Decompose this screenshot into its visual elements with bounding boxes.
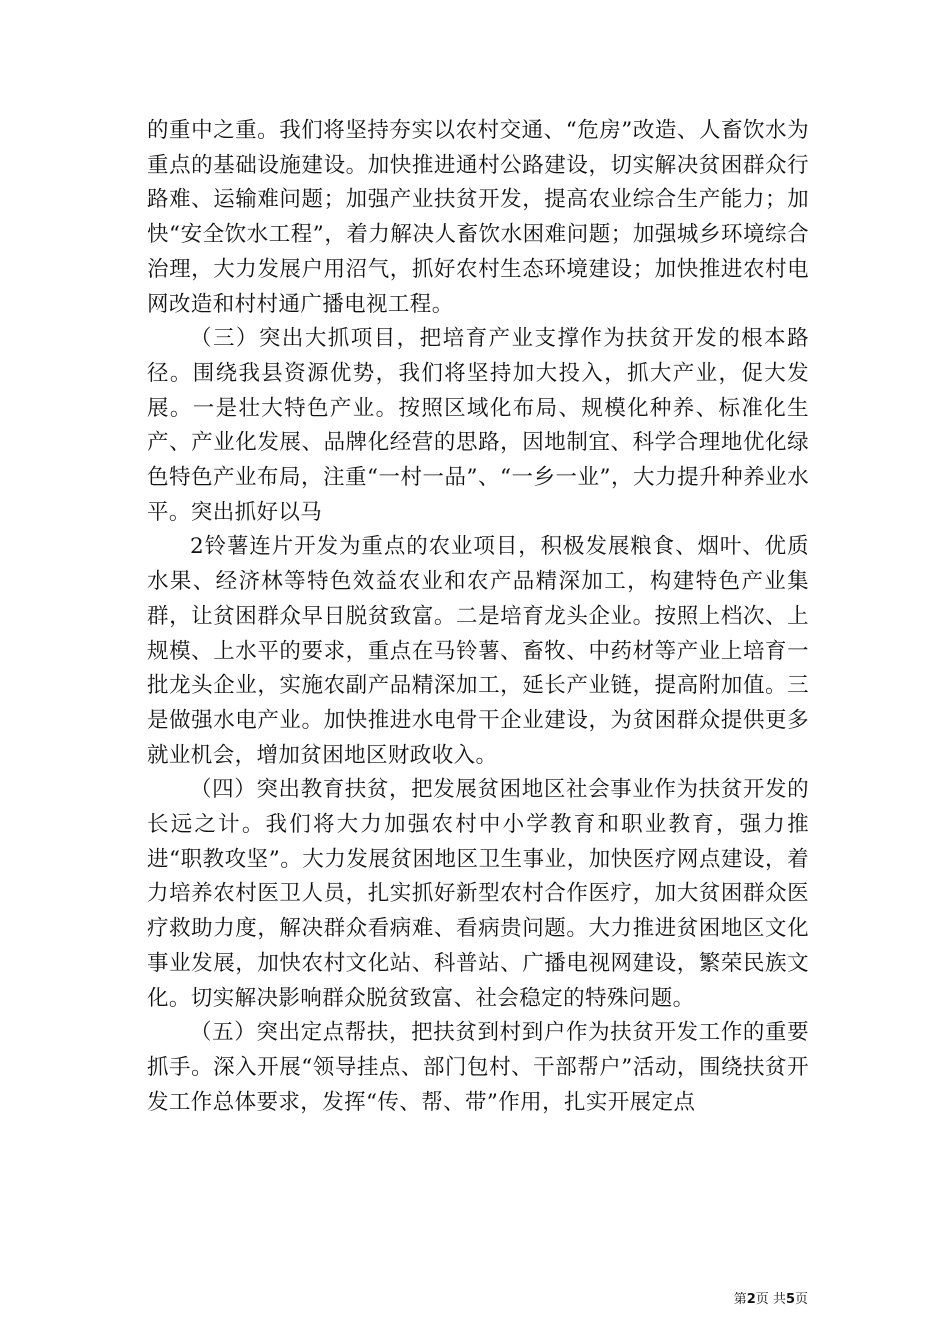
paragraph-section-three-continued: 2铃薯连片开发为重点的农业项目，积极发展粮食、烟叶、优质水果、经济林等特色效益农业和农产品精深加工，构建特色产业集群，让贫困群众早日脱贫致富。二是培育龙头企业。按照上档次、上规模、上水平的要求，重点在马铃薯、畜牧、中药材等产业上培育一批龙头企业，实施农副产品精深加工，延长产业链，提高附加值。三是做强水电产业。加快推进水电骨干企业建设，为贫困群众提供更多就业机会，增加贫困地区财政收入。 — [147, 534, 809, 768]
paragraph-continuation: 的重中之重。我们将坚持夯实以农村交通、“危房”改造、人畜饮水为重点的基础设施建设。加快推进通村公路建设，切实解决贫困群众行路难、运输难问题；加强产业扶贫开发，提高农业综合生产能力；加快“安全饮水工程”，着力解决人畜饮水困难问题；加强城乡环境综合治理，大力发展户用沼气，抓好农村生态环境建设；加快推进农村电网改造和村村通广播电视工程。 — [147, 118, 809, 317]
footer-current-page: 2 — [746, 1292, 756, 1307]
footer-suffix: 页 — [794, 1292, 808, 1307]
paragraph-section-four: （四）突出教育扶贫，把发展贫困地区社会事业作为扶贫开发的长远之计。我们将大力加强农村中小学教育和职业教育，强力推进“职教攻坚”。大力发展贫困地区卫生事业，加快医疗网点建设，着力培养农村医卫人员，扎实抓好新型农村合作医疗，加大贫困群众医疗救助力度，解决群众看病难、看病贵问题。大力推进贫困地区文化事业发展，加快农村文化站、科普站、广播电视网建设，繁荣民族文化。切实解决影响群众脱贫致富、社会稳定的特殊问题。 — [147, 777, 809, 1011]
paragraph-section-three: （三）突出大抓项目，把培育产业支撑作为扶贫开发的根本路径。围绕我县资源优势，我们将坚持加大投入，抓大产业，促大发展。一是壮大特色产业。按照区域化布局、规模化种养、标准化生产、产业化发展、品牌化经营的思路，因地制宜、科学合理地优化绿色特色产业布局，注重“一村一品”、“一乡一业”，大力提升种养业水平。突出抓好以马 — [147, 326, 809, 525]
footer-middle: 页 共 — [755, 1292, 786, 1307]
document-body — [147, 114, 809, 1120]
paragraph-section-five: （五）突出定点帮扶，把扶贫到村到户作为扶贫开发工作的重要抓手。深入开展“领导挂点、部门包村、干部帮户”活动，围绕扶贫开发工作总体要求，发挥“传、帮、带”作用，扎实开展定点 — [147, 1020, 809, 1115]
page-footer — [734, 1292, 808, 1308]
footer-prefix: 第 — [733, 1292, 747, 1307]
footer-total-pages: 5 — [785, 1292, 795, 1307]
